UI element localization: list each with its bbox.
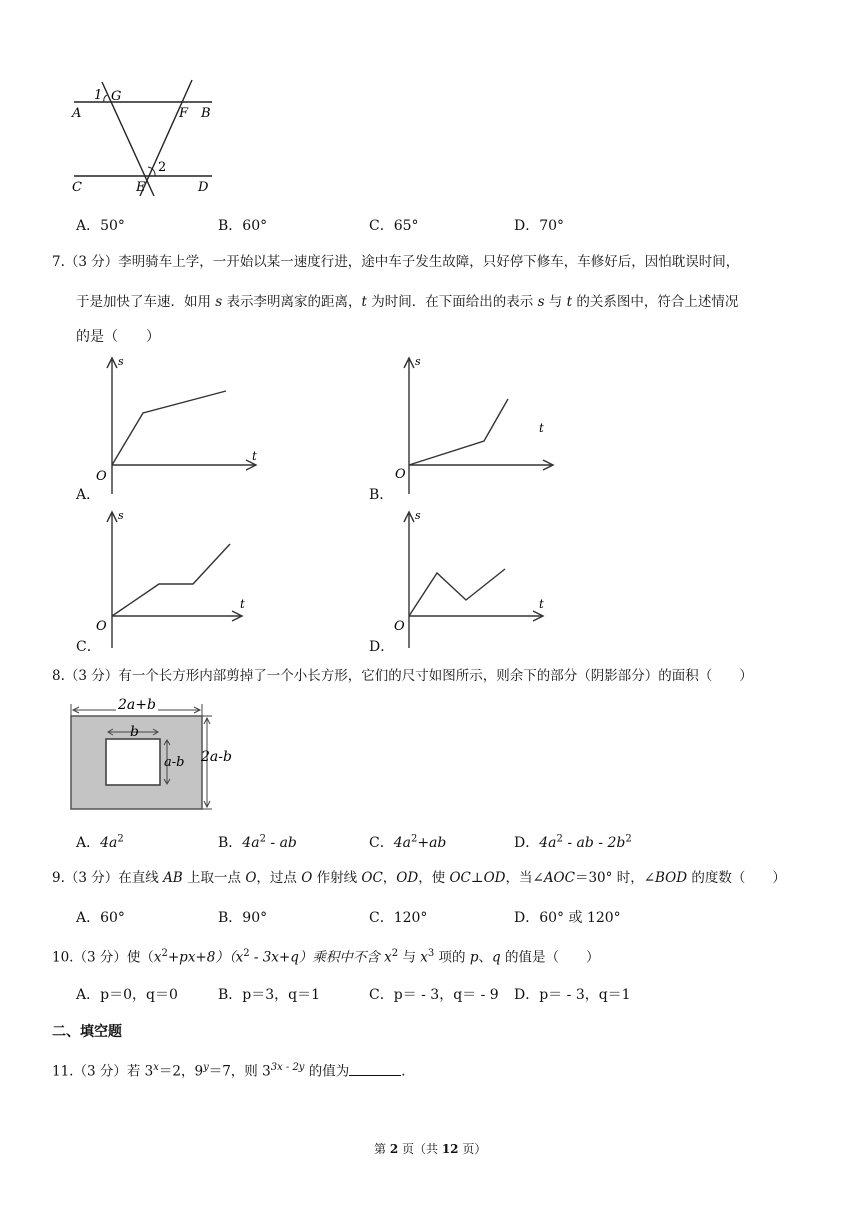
q9-text: ⊥ <box>470 870 484 886</box>
option-sup: 2 <box>117 833 124 845</box>
label-g: G <box>111 89 122 104</box>
var: BOD <box>655 870 688 886</box>
q9-option-c[interactable]: C．120° <box>369 910 428 926</box>
var-s: s <box>215 294 223 310</box>
line-ge <box>102 82 154 196</box>
q7-graph-b[interactable] <box>389 354 569 494</box>
origin-label: O <box>96 619 107 634</box>
option-expr: - ab <box>265 835 297 851</box>
q8-option-a[interactable] <box>76 832 124 852</box>
var: OC <box>361 870 383 886</box>
q7-text: 表示李明离家的距离， <box>222 294 362 310</box>
q11-text: ＝2，9 <box>158 1063 204 1080</box>
option-sup: 2 <box>259 833 266 845</box>
var: x <box>235 949 244 966</box>
var: OD <box>483 870 506 886</box>
page-total: 12 <box>441 1142 459 1156</box>
axis-label-s: s <box>118 355 124 368</box>
option-expr: 4a <box>242 835 260 851</box>
label-height-outer: 2a-b <box>201 749 232 765</box>
q10-text: 、 <box>478 949 493 966</box>
graph-b-curve <box>409 399 508 465</box>
graph-c-curve <box>112 544 230 616</box>
option-prefix: C． <box>369 835 394 851</box>
option-expr: - ab - 2b <box>562 835 626 851</box>
q10-text: 与 <box>398 949 421 966</box>
footer-text: 页（共 <box>398 1142 442 1156</box>
q10-option-d[interactable]: D．p＝ - 3，q＝1 <box>514 987 631 1003</box>
axis-label-t: t <box>539 597 544 611</box>
q10-option-b[interactable]: B．p＝3，q＝1 <box>218 987 321 1003</box>
q9-text: ＝30° 时，∠ <box>574 870 655 886</box>
q7-stem-line1: 7.（3 分）李明骑车上学，一开始以某一速度行进，途中车子发生故障，只好停下修车，车修好后，因怕耽误时间， <box>52 254 740 270</box>
axis-label-t: t <box>240 597 245 611</box>
q6-option-d[interactable]: D．70° <box>514 218 565 234</box>
page-number: 2 <box>389 1142 399 1156</box>
var: x <box>153 949 162 966</box>
q7-stem-line2 <box>76 292 738 312</box>
var: AB <box>163 870 183 886</box>
option-prefix: A． <box>76 835 101 851</box>
q11-stem <box>52 1058 415 1082</box>
var: OD <box>396 870 419 886</box>
graph-a-curve <box>112 391 226 465</box>
q7-option-c[interactable]: C． <box>76 639 101 655</box>
var: x <box>384 949 392 966</box>
label-height-inner: a-b <box>164 755 185 770</box>
option-expr: 4a <box>393 835 411 851</box>
q10-text: 的值是（ ） <box>500 949 600 966</box>
axis-label-t: t <box>539 421 544 435</box>
q9-text: 的度数（ ） <box>687 870 786 886</box>
option-expr: 4a <box>539 835 557 851</box>
var: q <box>492 949 501 966</box>
q9-stem <box>52 868 786 888</box>
option-prefix: D． <box>514 835 540 851</box>
label-a: A <box>72 106 82 121</box>
q9-option-b[interactable]: B．90° <box>218 910 268 926</box>
label-e: E <box>136 180 146 195</box>
q7-text: 与 <box>544 294 567 310</box>
q7-text: 于是加快了车速．如用 <box>76 294 216 310</box>
label-2: 2 <box>158 160 167 175</box>
option-expr: 4a <box>100 835 118 851</box>
var: O <box>301 870 313 886</box>
origin-label: O <box>395 467 406 482</box>
q6-option-b[interactable]: B．60° <box>218 218 268 234</box>
label-width-outer: 2a+b <box>118 697 156 713</box>
option-sup: 2 <box>410 833 418 845</box>
option-sup: 2 <box>556 833 563 845</box>
axis-label-s: s <box>415 509 421 522</box>
footer-text: 页） <box>458 1142 487 1156</box>
q9-option-d[interactable]: D．60° 或 120° <box>514 910 621 926</box>
q11-text: ＝7，则 3 <box>208 1063 271 1080</box>
q8-option-c[interactable] <box>369 832 446 852</box>
answer-blank[interactable] <box>349 1061 401 1076</box>
page-footer <box>374 1140 486 1157</box>
sup: y <box>203 1062 209 1073</box>
label-c: C <box>72 180 82 195</box>
q7-option-b[interactable]: B． <box>369 487 394 503</box>
label-width-inner: b <box>130 724 139 740</box>
q9-text: ，使 <box>418 870 450 886</box>
var-s: s <box>537 294 545 310</box>
axis-label-s: s <box>415 355 421 368</box>
q10-text: 10.（3 分）使（ <box>52 949 154 966</box>
q7-option-a[interactable]: A． <box>76 487 101 503</box>
q8-option-d[interactable] <box>514 832 632 852</box>
q9-text: ， <box>382 870 397 886</box>
sup: 2 <box>391 948 399 959</box>
q7-graph-c[interactable] <box>92 508 272 648</box>
footer-text: 第 <box>374 1142 390 1156</box>
q6-option-a[interactable]: A．50° <box>76 218 125 234</box>
var: x <box>420 949 428 966</box>
q8-figure <box>62 692 242 816</box>
graph-d-curve <box>409 569 505 616</box>
q9-text: 9.（3 分）在直线 <box>52 870 164 886</box>
axis-label-t: t <box>252 449 257 463</box>
q9-text: 上取一点 <box>182 870 246 886</box>
q6-option-c[interactable]: C．65° <box>369 218 419 234</box>
inner-rect <box>106 739 160 785</box>
q11-text: 的值为 <box>304 1063 350 1080</box>
var-t: t <box>361 294 367 310</box>
q7-text: 的关系图中，符合上述情况 <box>572 294 739 310</box>
q10-option-c[interactable]: C．p＝ - 3，q＝ - 9 <box>369 987 499 1003</box>
sup: 3 <box>427 948 435 959</box>
label-b: B <box>201 106 211 121</box>
q9-text: ，当∠ <box>505 870 544 886</box>
sup: x <box>153 1062 159 1073</box>
axis-label-s: s <box>118 509 124 522</box>
option-expr: +ab <box>417 835 447 851</box>
sup: 2 <box>243 948 250 959</box>
section-title: 二、填空题 <box>52 1024 122 1040</box>
line-ef <box>140 80 192 196</box>
q7-graph-a[interactable] <box>92 354 272 494</box>
origin-label: O <box>96 469 107 484</box>
var: p <box>469 949 479 966</box>
q7-text: 为时间．在下面给出的表示 <box>366 294 538 310</box>
sup: 3x - 2y <box>270 1062 305 1073</box>
q10-text: - 3x+q）乘积中不含 <box>249 949 385 966</box>
q10-text: +px+8）（ <box>167 949 236 966</box>
q9-text: 作射线 <box>312 870 362 886</box>
q7-option-d[interactable]: D． <box>369 639 395 655</box>
q6-figure <box>60 74 230 198</box>
q10-option-a[interactable]: A．p＝0，q＝0 <box>76 987 178 1003</box>
q9-text: ，过点 <box>256 870 302 886</box>
q8-stem: 8.（3 分）有一个长方形内部剪掉了一个小长方形，它们的尺寸如图所示，则余下的部分（阴影部分）的面积（ ） <box>52 668 753 684</box>
var-t: t <box>566 294 573 310</box>
q11-text: 11.（3 分）若 3 <box>52 1063 154 1080</box>
label-d: D <box>198 180 209 195</box>
option-prefix: B． <box>218 835 243 851</box>
q10-text: 项的 <box>434 949 470 966</box>
option-sup: 2 <box>625 833 632 845</box>
label-1: 1 <box>94 88 103 103</box>
sup: 2 <box>161 948 168 959</box>
var: O <box>245 870 257 886</box>
q11-text: ． <box>401 1063 415 1080</box>
q7-stem-line3: 的是（ ） <box>76 329 160 345</box>
q8-option-b[interactable] <box>218 832 297 852</box>
q7-graph-d[interactable] <box>389 508 569 648</box>
var: OC <box>449 870 471 886</box>
label-f: F <box>179 106 189 121</box>
angle-1-arc <box>104 95 107 102</box>
origin-label: O <box>394 619 405 634</box>
q9-option-a[interactable]: A．60° <box>76 910 125 926</box>
q10-stem <box>52 944 599 968</box>
var: AOC <box>543 870 575 886</box>
